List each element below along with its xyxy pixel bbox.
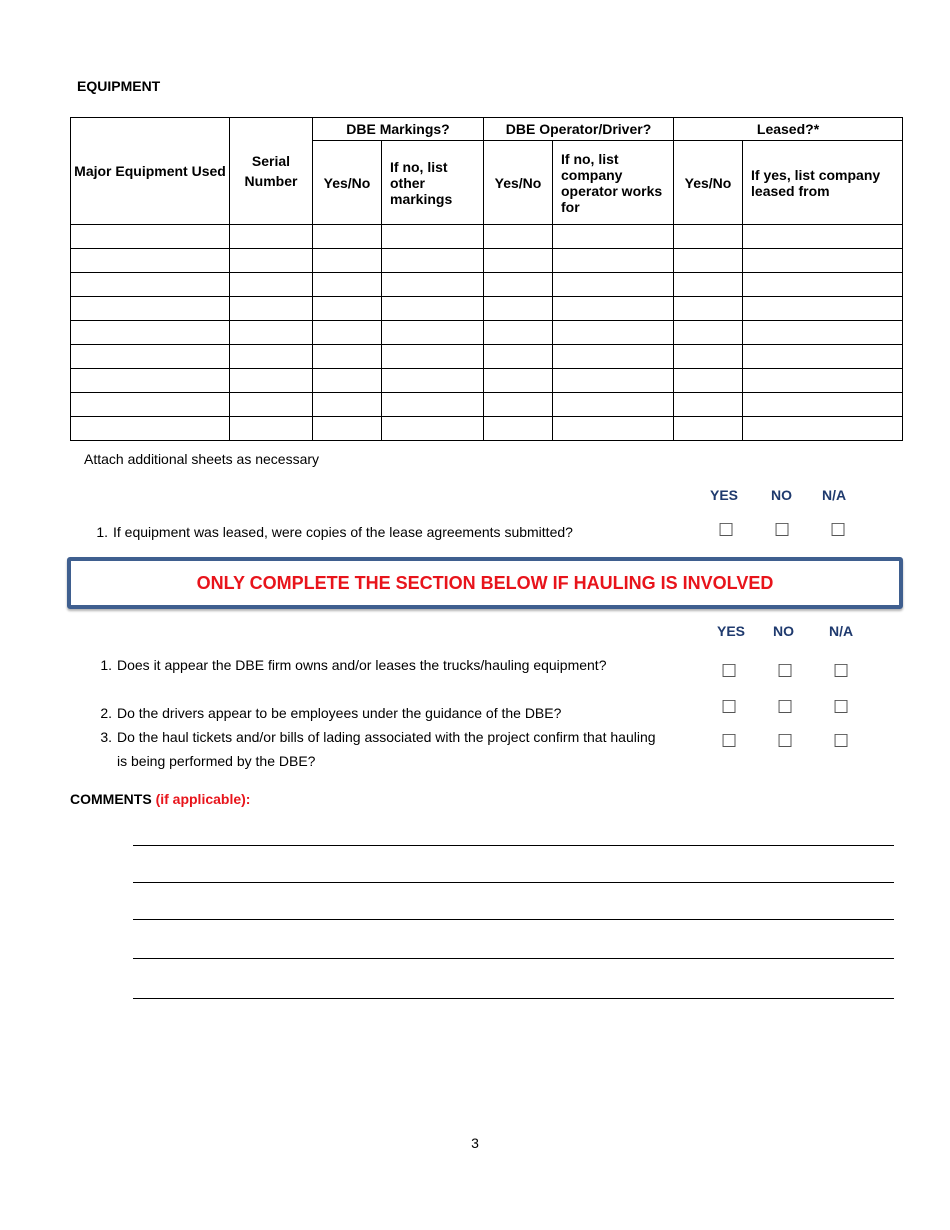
- table-cell[interactable]: [382, 345, 484, 369]
- table-cell[interactable]: [71, 225, 230, 249]
- table-cell[interactable]: [71, 345, 230, 369]
- hauling-q2-na-checkbox[interactable]: ☐: [833, 697, 850, 717]
- table-cell[interactable]: [484, 249, 553, 273]
- table-cell[interactable]: [553, 393, 674, 417]
- comment-line[interactable]: [133, 998, 894, 999]
- table-cell[interactable]: [553, 369, 674, 393]
- option-yes-label: YES: [710, 487, 739, 503]
- table-cell[interactable]: [484, 393, 553, 417]
- table-cell[interactable]: [484, 297, 553, 321]
- comment-line[interactable]: [133, 845, 894, 846]
- table-row: [71, 417, 903, 441]
- table-row: [71, 321, 903, 345]
- header-operator-yes-no: Yes/No: [484, 141, 553, 225]
- comments-label: [70, 791, 250, 807]
- table-cell[interactable]: [71, 321, 230, 345]
- comments-qualifier: (if applicable):: [155, 791, 251, 807]
- table-cell[interactable]: [230, 417, 313, 441]
- table-cell[interactable]: [743, 321, 903, 345]
- table-cell[interactable]: [230, 345, 313, 369]
- comment-line[interactable]: [133, 958, 894, 959]
- hauling-q2-yes-checkbox[interactable]: ☐: [721, 697, 738, 717]
- table-cell[interactable]: [743, 297, 903, 321]
- comment-line[interactable]: [133, 919, 894, 920]
- header-other-markings: If no, list other markings: [382, 141, 484, 225]
- table-row: [71, 393, 903, 417]
- header-operator-company: If no, list company operator works for: [553, 141, 674, 225]
- comments-title: COMMENTS: [70, 791, 152, 807]
- table-row: [71, 297, 903, 321]
- table-cell[interactable]: [553, 297, 674, 321]
- table-cell[interactable]: [743, 417, 903, 441]
- table-cell[interactable]: [743, 393, 903, 417]
- table-cell[interactable]: [313, 417, 382, 441]
- table-cell[interactable]: [230, 369, 313, 393]
- table-row: [71, 225, 903, 249]
- table-cell[interactable]: [743, 249, 903, 273]
- table-cell[interactable]: [313, 249, 382, 273]
- table-cell[interactable]: [484, 345, 553, 369]
- table-cell[interactable]: [743, 369, 903, 393]
- hauling-option-yes-label: YES: [717, 623, 746, 639]
- table-cell[interactable]: [484, 225, 553, 249]
- hauling-q3-na-checkbox[interactable]: ☐: [833, 731, 850, 751]
- table-cell[interactable]: [230, 249, 313, 273]
- table-cell[interactable]: [484, 417, 553, 441]
- question-number: 3.: [100, 729, 112, 745]
- table-cell[interactable]: [382, 249, 484, 273]
- table-cell[interactable]: [674, 345, 743, 369]
- table-cell[interactable]: [313, 393, 382, 417]
- attach-note: Attach additional sheets as necessary: [84, 451, 320, 467]
- table-cell[interactable]: [674, 249, 743, 273]
- table-cell[interactable]: [71, 273, 230, 297]
- table-cell[interactable]: [674, 369, 743, 393]
- table-cell[interactable]: [674, 393, 743, 417]
- question-number: 1.: [100, 657, 112, 673]
- hauling-q3-no-checkbox[interactable]: ☐: [777, 731, 794, 751]
- table-cell[interactable]: [71, 417, 230, 441]
- hauling-q1-no-checkbox[interactable]: ☐: [777, 661, 794, 681]
- lease-yes-checkbox[interactable]: ☐: [718, 520, 735, 540]
- question-text: If equipment was leased, were copies of the lease agreements submitted?: [113, 524, 573, 540]
- question-text: Do the drivers appear to be employees under the guidance of the DBE?: [117, 705, 562, 721]
- option-na-label: N/A: [822, 487, 847, 503]
- table-cell[interactable]: [674, 417, 743, 441]
- table-cell[interactable]: [313, 273, 382, 297]
- table-cell[interactable]: [553, 321, 674, 345]
- table-row: [71, 345, 903, 369]
- table-cell[interactable]: [313, 345, 382, 369]
- table-cell[interactable]: [553, 225, 674, 249]
- table-row: [71, 369, 903, 393]
- hauling-q3-yes-checkbox[interactable]: ☐: [721, 731, 738, 751]
- question-text: Do the haul tickets and/or bills of lading associated with the project confirm that hauling is being performed by the DBE?: [117, 729, 656, 769]
- table-cell[interactable]: [313, 297, 382, 321]
- hauling-q1-na-checkbox[interactable]: ☐: [833, 661, 850, 681]
- header-leased-yes-no: Yes/No: [674, 141, 743, 225]
- table-cell[interactable]: [484, 321, 553, 345]
- question-number: 2.: [100, 705, 112, 721]
- table-cell[interactable]: [484, 273, 553, 297]
- table-cell[interactable]: [674, 225, 743, 249]
- hauling-banner: ONLY COMPLETE THE SECTION BELOW IF HAULING IS INVOLVED: [67, 557, 903, 609]
- hauling-q1-yes-checkbox[interactable]: ☐: [721, 661, 738, 681]
- table-cell[interactable]: [382, 273, 484, 297]
- table-row: [71, 249, 903, 273]
- table-cell[interactable]: [743, 345, 903, 369]
- table-cell[interactable]: [230, 273, 313, 297]
- header-major-equipment: Major Equipment Used: [71, 118, 230, 225]
- table-cell[interactable]: [674, 297, 743, 321]
- page-number: 3: [471, 1135, 479, 1151]
- header-leased-from: If yes, list company leased from: [743, 141, 903, 225]
- table-cell[interactable]: [230, 321, 313, 345]
- header-markings-yes-no: Yes/No: [313, 141, 382, 225]
- table-cell[interactable]: [674, 321, 743, 345]
- hauling-option-na-label: N/A: [829, 623, 854, 639]
- table-cell[interactable]: [382, 417, 484, 441]
- table-cell[interactable]: [553, 249, 674, 273]
- table-cell[interactable]: [71, 369, 230, 393]
- header-serial-number: Serial Number: [230, 118, 313, 225]
- section-title: EQUIPMENT: [77, 78, 161, 94]
- table-cell[interactable]: [313, 321, 382, 345]
- table-cell[interactable]: [71, 249, 230, 273]
- table-cell[interactable]: [382, 297, 484, 321]
- lease-na-checkbox[interactable]: ☐: [830, 520, 847, 540]
- header-dbe-operator: DBE Operator/Driver?: [484, 118, 674, 141]
- table-cell[interactable]: [71, 297, 230, 321]
- table-cell[interactable]: [382, 369, 484, 393]
- table-cell[interactable]: [71, 393, 230, 417]
- header-dbe-markings: DBE Markings?: [313, 118, 484, 141]
- table-cell[interactable]: [230, 297, 313, 321]
- table-cell[interactable]: [743, 273, 903, 297]
- hauling-question-3: [84, 725, 684, 773]
- table-row: [71, 273, 903, 297]
- table-cell[interactable]: [313, 225, 382, 249]
- table-cell[interactable]: [382, 321, 484, 345]
- question-number: 1.: [96, 524, 108, 540]
- hauling-question-1: [84, 653, 644, 677]
- hauling-question-2: [84, 701, 684, 725]
- table-cell[interactable]: [230, 225, 313, 249]
- table-cell[interactable]: [553, 273, 674, 297]
- header-leased: Leased?*: [674, 118, 903, 141]
- table-cell[interactable]: [674, 273, 743, 297]
- table-cell[interactable]: [313, 369, 382, 393]
- hauling-q2-no-checkbox[interactable]: ☐: [777, 697, 794, 717]
- question-text: Does it appear the DBE firm owns and/or leases the trucks/hauling equipment?: [117, 657, 607, 673]
- equipment-table: [70, 117, 903, 441]
- comment-line[interactable]: [133, 882, 894, 883]
- table-cell[interactable]: [230, 393, 313, 417]
- option-no-label: NO: [771, 487, 792, 503]
- table-cell[interactable]: [484, 369, 553, 393]
- table-cell[interactable]: [382, 393, 484, 417]
- lease-no-checkbox[interactable]: ☐: [774, 520, 791, 540]
- table-cell[interactable]: [553, 417, 674, 441]
- lease-question: [80, 520, 573, 544]
- table-cell[interactable]: [553, 345, 674, 369]
- hauling-option-no-label: NO: [773, 623, 794, 639]
- table-cell[interactable]: [382, 225, 484, 249]
- table-cell[interactable]: [743, 225, 903, 249]
